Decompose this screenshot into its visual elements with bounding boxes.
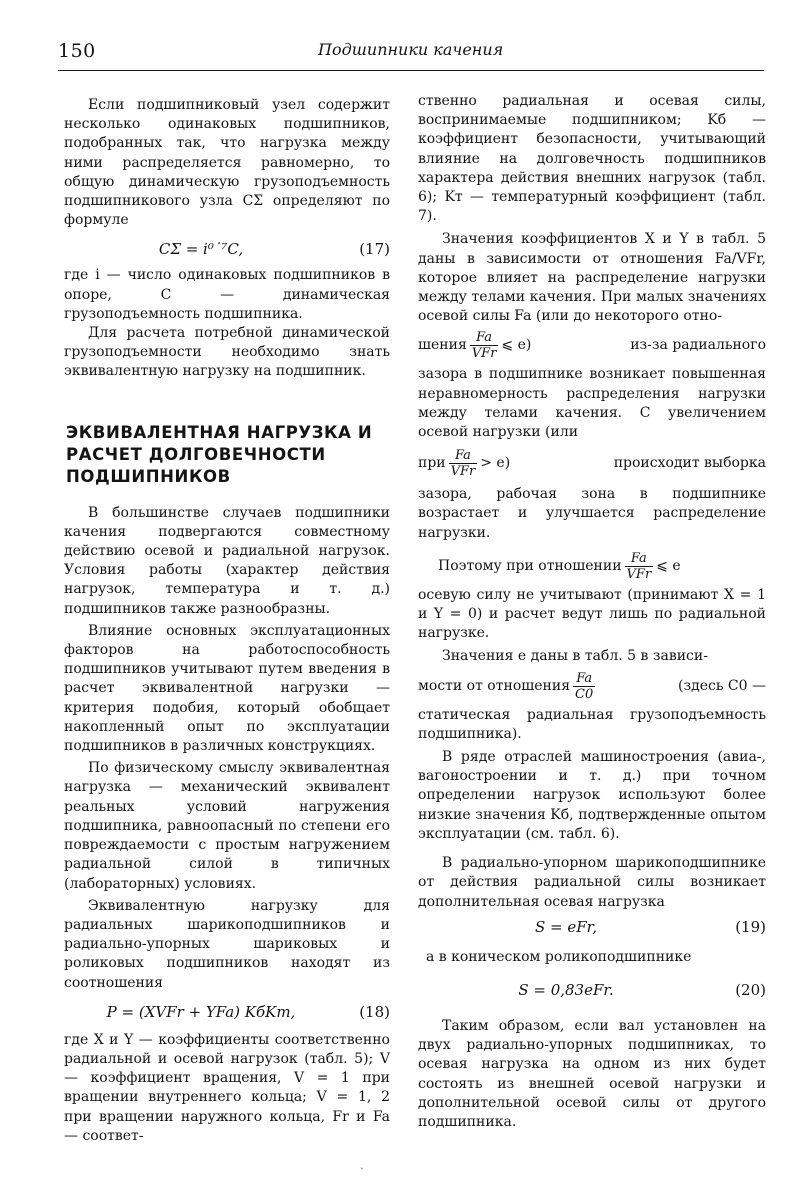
fraction-denominator: VFr bbox=[626, 566, 652, 582]
text-fragment: при bbox=[418, 455, 446, 472]
left-column bbox=[64, 92, 390, 1146]
paragraph: где i — число одинаковых подшипников в опоре, C — динамическая грузоподъемность подшипника. bbox=[64, 267, 390, 322]
running-title: Подшипники качения bbox=[318, 40, 504, 59]
paragraph: зазора, рабочая зона в подшипнике возрастает и улучшается распределение нагрузки. bbox=[418, 486, 766, 541]
right-column bbox=[418, 92, 766, 1132]
formula-20 bbox=[418, 977, 766, 1003]
relation: > e) bbox=[480, 455, 511, 472]
formula-19 bbox=[418, 914, 766, 940]
formula-17-number: (17) bbox=[359, 240, 390, 259]
formula-18-expression: P = (XVFr + YFa) KбKт, bbox=[106, 1002, 296, 1021]
paragraph: ственно радиальная и осевая силы, воспринимаемые подшипником; Kб — коэффициент безопасности, учитывающий влияние на долговечность подшипников характера действия внешних нагрузок (табл. 6); Kт — температурный коэффициент (табл. 7). bbox=[418, 93, 766, 225]
formula-17-expression: CΣ = i⁰˙⁷C, bbox=[158, 240, 244, 259]
inline-math-line bbox=[418, 448, 766, 479]
paragraph: В радиально-упорном шарикоподшипнике от действия радиальной силы возникает дополнительная осевая нагрузка bbox=[418, 855, 766, 910]
fraction bbox=[573, 671, 595, 702]
paragraph: а в коническом роликоподшипнике bbox=[426, 948, 692, 965]
paragraph: Значения коэффициентов X и Y в табл. 5 даны в зависимости от отношения Fa/VFr, которое влияет на распределение нагрузки между телами качения. При малых значениях осевой силы Fa (или до некоторого отно- bbox=[418, 231, 766, 325]
text-fragment: Поэтому при отношении bbox=[438, 557, 622, 574]
text-fragment: шения bbox=[418, 337, 467, 354]
paragraph: В ряде отраслей машиностроения (авиа-, вагоностроении и т. д.) при точном определении нагрузок используют более низкие значения Kб, подтвержденные опытом эксплуатации (см. табл. 6). bbox=[418, 749, 766, 842]
paragraph: Значения e даны в табл. 5 в зависи- bbox=[442, 648, 708, 665]
text-fragment: мости от отношения bbox=[418, 677, 571, 694]
paragraph: В большинстве случаев подшипники качения подвергаются совместному действию осевой и радиальной нагрузок. Условия работы (характер действия нагрузок, температура и т. д.) подшипников также разнообразны. bbox=[64, 504, 390, 617]
inline-math-line bbox=[418, 671, 766, 702]
fraction-denominator: VFr bbox=[450, 464, 476, 480]
paragraph: Если подшипниковый узел содержит несколько одинаковых подшипников, подобранных так, что нагрузка между ними распределяется равномерно, то общую динамическую грузоподъемность подшипникового узла CΣ определяют по формуле bbox=[64, 97, 390, 229]
text-fragment: из-за радиального bbox=[630, 337, 766, 354]
formula-20-expression: S = 0,83eFr. bbox=[518, 980, 614, 999]
formula-18 bbox=[64, 999, 390, 1025]
formula-20-number: (20) bbox=[735, 980, 766, 999]
fraction-denominator: VFr bbox=[471, 346, 497, 362]
paragraph: зазора в подшипнике возникает повышенная неравномерность распределения нагрузки между телами качения. С увеличением осевой нагрузки (или bbox=[418, 366, 766, 441]
paragraph: Влияние основных эксплуатационных факторов на работоспособность подшипников учитывают путем введения в расчет эквивалентной нагрузки — критерия подобия, который обобщает накопленный опыт по эксплуатации подшипников в различных конструкциях. bbox=[64, 622, 390, 755]
text-fragment: (здесь C0 — bbox=[678, 677, 766, 694]
formula-19-number: (19) bbox=[735, 917, 766, 936]
text-fragment: происходит выборка bbox=[613, 455, 766, 472]
fraction-numerator: Fa bbox=[625, 551, 654, 567]
fraction-numerator: Fa bbox=[470, 330, 499, 346]
inline-math-line bbox=[418, 330, 766, 361]
formula-18-number: (18) bbox=[359, 1002, 390, 1021]
paragraph: статическая радиальная грузоподъемность подшипника). bbox=[418, 706, 766, 742]
paragraph: Таким образом, если вал установлен на двух радиально-упорных подшипниках, то осевая нагрузка на одном из них будет состоять из внешней осевой нагрузки и дополнительной осевой силы от другого подшипника. bbox=[418, 1017, 766, 1130]
fraction-numerator: Fa bbox=[449, 448, 478, 464]
page-number: 150 bbox=[58, 40, 96, 62]
relation: ⩽ e) bbox=[501, 337, 532, 354]
section-heading: ЭКВИВАЛЕНТНАЯ НАГРУЗКА И РАСЧЕТ ДОЛГОВЕЧНОСТИ ПОДШИПНИКОВ bbox=[66, 422, 373, 486]
fraction bbox=[625, 551, 654, 582]
formula-17 bbox=[64, 236, 390, 262]
inline-math-line bbox=[418, 551, 766, 582]
paragraph: где X и Y — коэффициенты соответственно радиальной и осевой нагрузок (табл. 5); V — коэффициент вращения, V = 1 при вращении внутреннего кольца; V = 1, 2 при вращении наружного кольца, Fr и Fa — соответ- bbox=[64, 1031, 390, 1144]
paragraph: По физическому смыслу эквивалентная нагрузка — механический эквивалент реальных условий нагружения подшипника, равноопасный по степени его повреждаемости с простым нагружением радиальной силой в типичных (лабораторных) условиях. bbox=[64, 760, 390, 892]
relation: ⩽ e bbox=[656, 557, 681, 574]
formula-19-expression: S = eFr, bbox=[535, 917, 597, 936]
footer-mark: ˎ bbox=[360, 1156, 364, 1170]
fraction-numerator: Fa bbox=[573, 671, 595, 687]
fraction-denominator: C0 bbox=[575, 686, 594, 702]
header-rule bbox=[58, 70, 764, 71]
paragraph: Эквивалентную нагрузку для радиальных шарикоподшипников и радиально-упорных шариковых и роликовых подшипников находят из соотношения bbox=[64, 897, 390, 991]
paragraph: осевую силу не учитывают (принимают X = 1 и Y = 0) и расчет ведут лишь по радиальной нагрузке. bbox=[418, 586, 766, 642]
fraction bbox=[470, 330, 499, 361]
fraction bbox=[449, 448, 478, 479]
paragraph: Для расчета потребной динамической грузоподъемности необходимо знать эквивалентную нагрузку на подшипник. bbox=[64, 325, 390, 380]
